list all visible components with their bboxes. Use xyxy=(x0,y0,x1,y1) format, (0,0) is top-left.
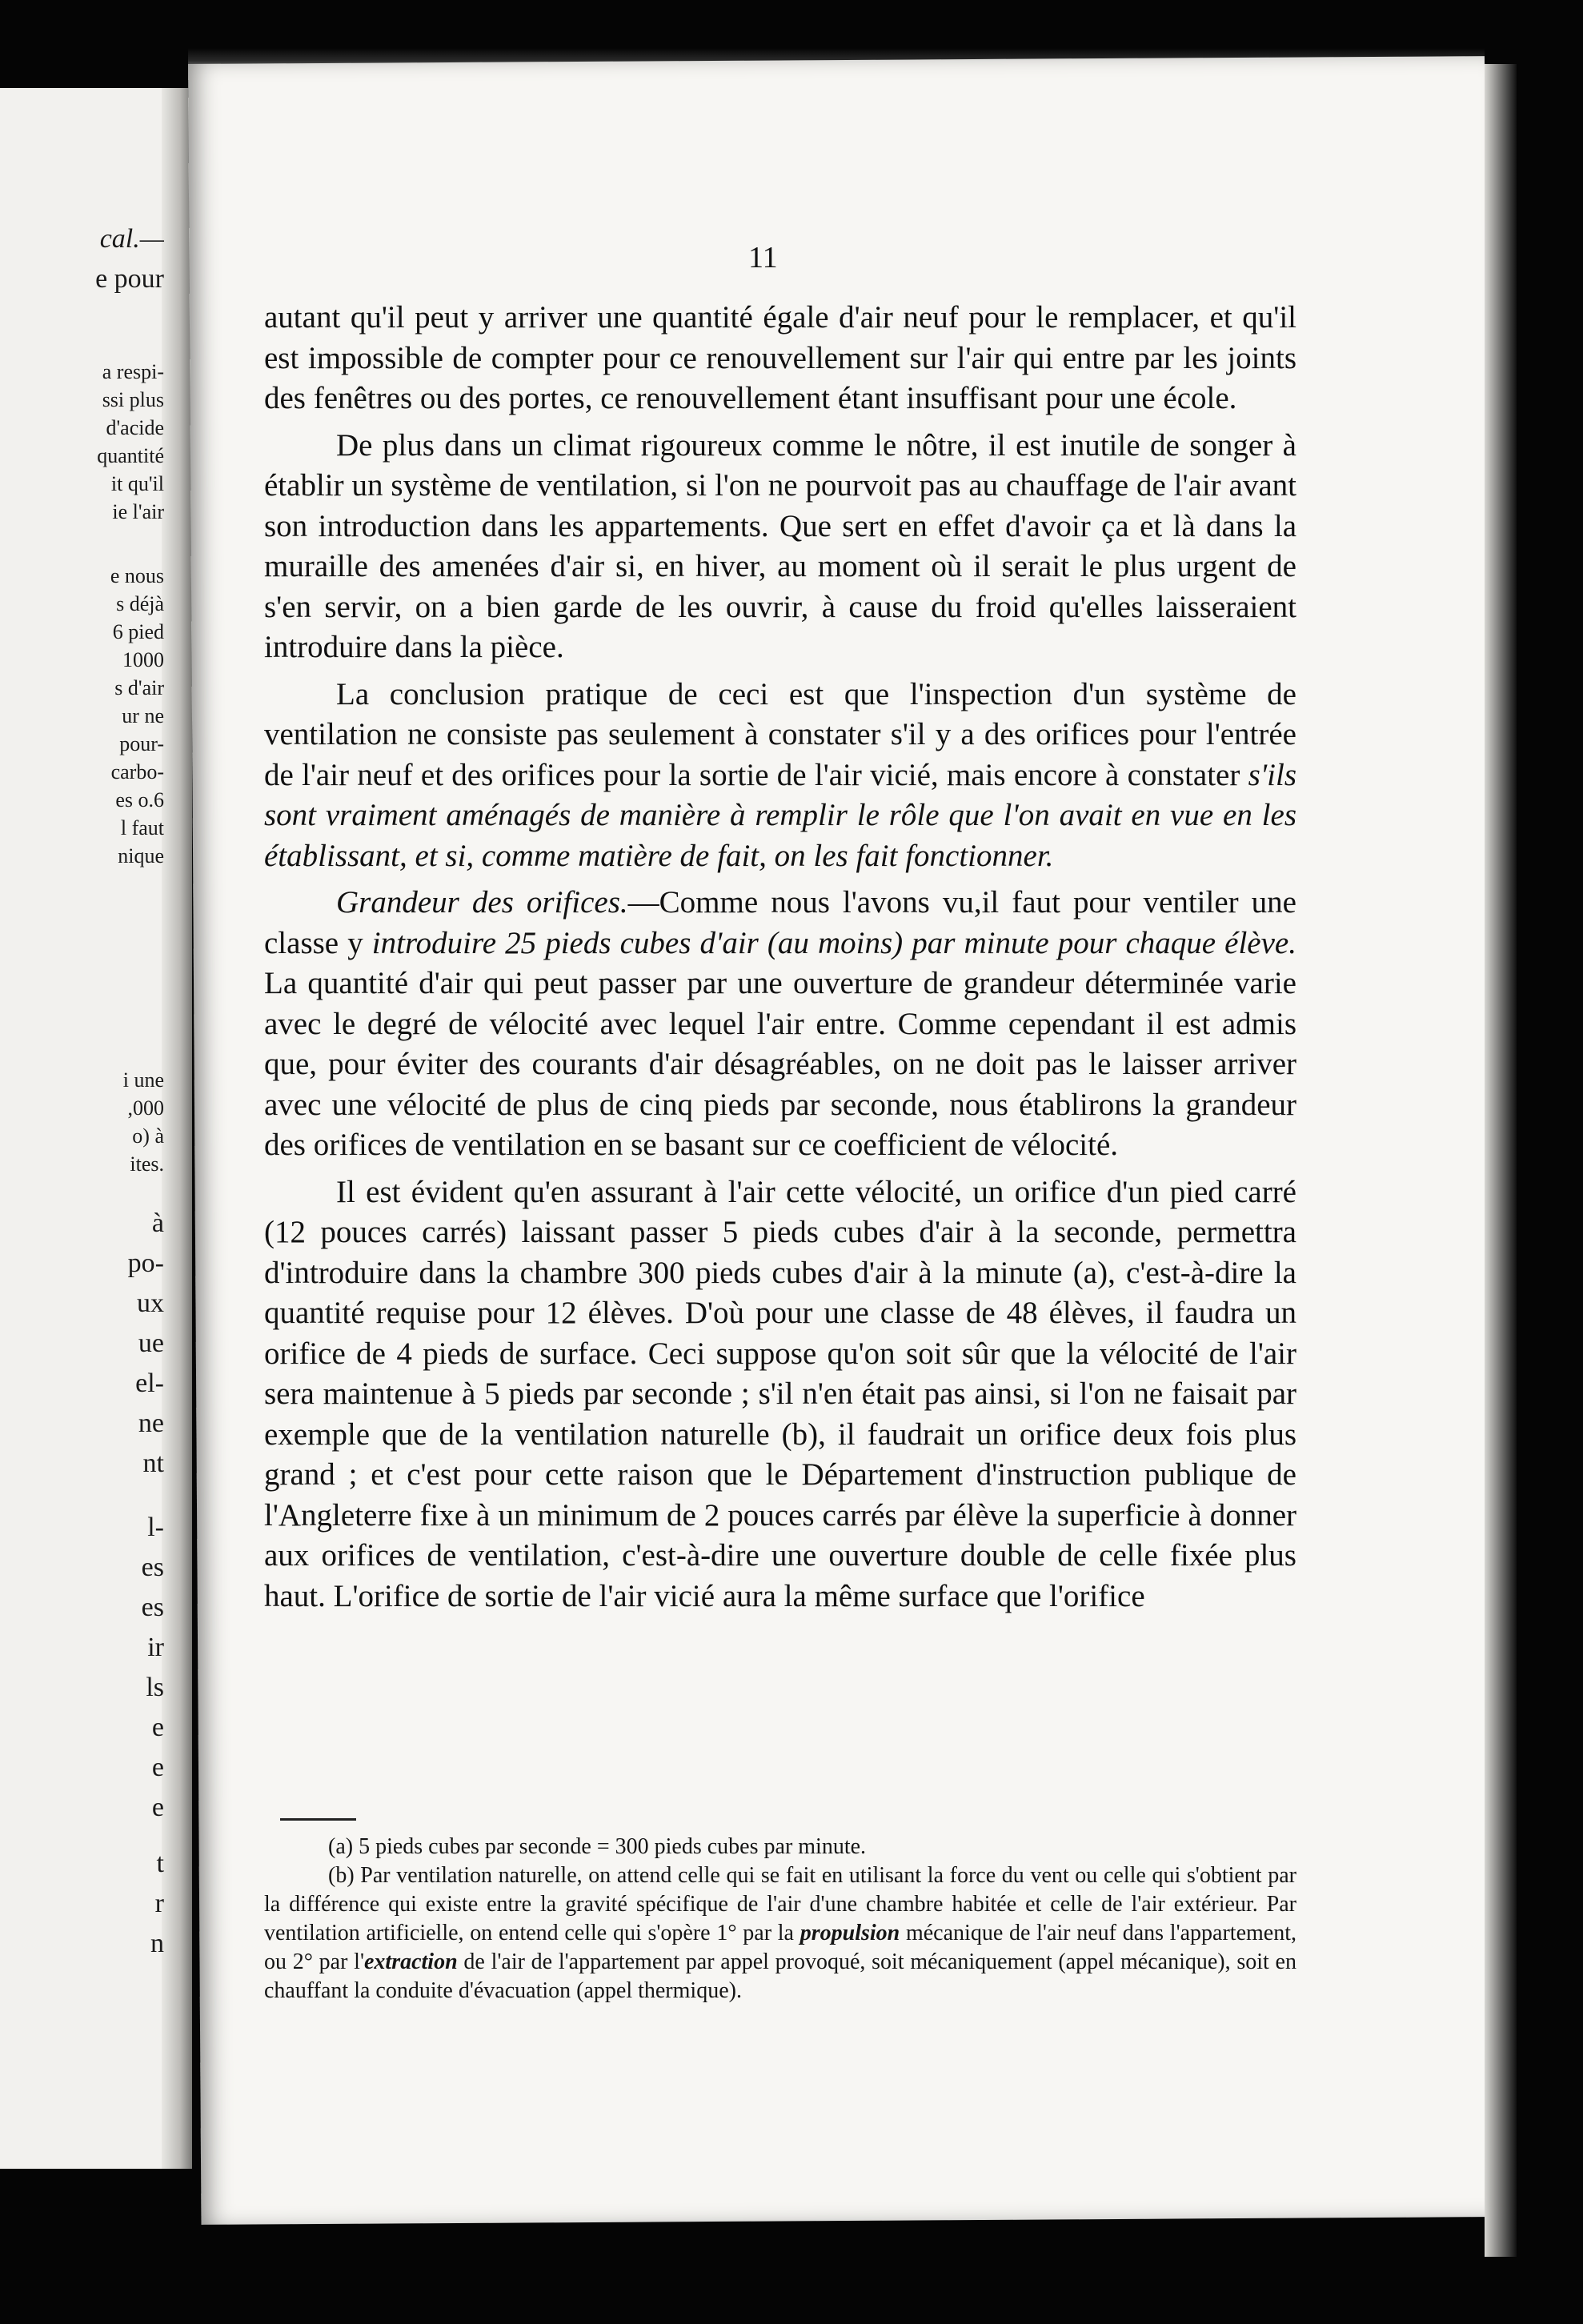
left-page-text-fragment: ur ne xyxy=(122,704,164,727)
paragraph-text: Il est évident qu'en assurant à l'air cette vélocité, un orifice d'un pied carré (12 pouces carrés) laissant passer 5 pieds cubes d'air à la seconde, permettra d'introduire dans la chambre 300 pieds cubes d'air à la minute (a), c'est-à-dire la quantité requise pour 12 élèves. D'où pour une classe de 48 élèves, il faudra un orifice de 4 pieds de surface. Ceci suppose qu'on soit sûr que la vélocité de l'air sera maintenue à 5 pieds par seconde ; s'il n'en était pas ainsi, si l'on ne faisait par exemple que de la ventilation naturelle (b), il faudrait un orifice deux fois plus grand ; et c'est pour cette raison que le Département d'instruction publique de l'Angleterre fixe à un minimum de 2 pouces carrés par élève la superficie à donner aux orifices de ventilation, c'est-à-dire une ouverture double de celle fixée plus haut. L'orifice de sortie de l'air vicié aura la même surface que l'orifice xyxy=(264,1174,1296,1613)
footnote-emphasis: propulsion xyxy=(800,1921,900,1945)
footnote-emphasis: extraction xyxy=(364,1949,458,1974)
left-page-text-fragment: ne xyxy=(138,1408,164,1438)
body-text xyxy=(264,298,1296,1617)
emphasized-text: Grandeur des orifices. xyxy=(336,885,628,920)
paragraph-text: La conclusion pratique de ceci est que l'inspection d'un système de ventilation ne consiste pas seulement à constater s'il y a des orifices pour l'entrée de l'air neuf et des orifices pour la sortie de l'air vicié, mais encore à constater xyxy=(264,676,1296,792)
left-page-text-fragment: r xyxy=(154,1889,164,1918)
left-page-text-fragment: ssi plus xyxy=(102,388,164,411)
left-page-text-fragment: carbo- xyxy=(110,760,164,783)
left-page-text-fragment: à xyxy=(151,1208,164,1238)
paragraph xyxy=(264,1172,1296,1617)
left-page-text-fragment: ux xyxy=(137,1288,164,1318)
left-page-text-fragment: a respi- xyxy=(102,360,164,383)
page-number: 11 xyxy=(748,241,778,274)
book-gutter xyxy=(162,88,192,2169)
footnote-text: de l'air de l'appartement par appel provoqué, soit mécaniquement (appel mécanique), soit en chauffant la conduite d'évacuation (appel thermique). xyxy=(264,1949,1296,2003)
left-page-text-fragment: e xyxy=(151,1713,164,1742)
paragraph-text: —Comme nous l'avons vu,il faut pour ventiler une classe y xyxy=(264,885,1296,960)
left-page-text-fragment: it qu'il xyxy=(110,472,164,495)
left-page-text-fragment: quantité xyxy=(97,444,164,467)
footnote xyxy=(264,1861,1296,2005)
left-page-text-fragment: ue xyxy=(138,1328,164,1358)
left-page-text-fragment: d'acide xyxy=(106,416,164,439)
left-page-text-fragment: po- xyxy=(127,1248,164,1278)
left-page-text-fragment: cal.— xyxy=(99,224,164,254)
previous-page-fragment xyxy=(0,88,192,2169)
left-page-text-fragment: t xyxy=(156,1849,164,1878)
left-page-text-fragment: ites. xyxy=(130,1152,164,1176)
left-page-text-fragment: s d'air xyxy=(114,676,164,699)
left-page-text-fragment: l faut xyxy=(120,816,164,839)
left-page-text-fragment: 6 pied xyxy=(112,620,164,643)
emphasized-text: introduire 25 pieds cubes d'air (au moins) par minute pour chaque élève. xyxy=(371,925,1296,960)
left-page-text-fragment: e xyxy=(151,1753,164,1782)
footnote-text: mécanique de l'air neuf dans l'appartement, ou 2° par l' xyxy=(264,1921,1297,1974)
left-page-text-fragment: l- xyxy=(147,1513,164,1542)
left-page-text-fragment: el- xyxy=(135,1368,164,1398)
left-page-text-fragment: ls xyxy=(146,1673,164,1702)
left-page-text-fragment: n xyxy=(150,1929,164,1958)
paragraph xyxy=(264,883,1296,1166)
left-page-text-fragment: o) à xyxy=(132,1124,164,1148)
footnotes xyxy=(264,1833,1296,2005)
footnote-rule xyxy=(280,1818,356,1821)
paragraph xyxy=(264,426,1296,668)
paragraph-text: autant qu'il peut y arriver une quantité égale d'air neuf pour le remplacer, et qu'il est impossible de compter pour ce renouvellement sur l'air qui entre par les joints des fenêtres ou des portes, ce renouvellement étant insuffisant pour une école. xyxy=(264,300,1296,415)
footnote-text: (b) Par ventilation naturelle, on attend celle qui se fait en utilisant la force du vent ou celle qui s'obtient par la différence qui existe entre la gravité spécifique de l'air d'une chambre habitée et celle de l'air extérieur. Par ventilation artificielle, on entend celle qui s'opère 1° par la xyxy=(264,1863,1296,1945)
left-page-text-fragment: es o.6 xyxy=(115,788,164,811)
left-page-text-fragment: ie l'air xyxy=(112,500,164,523)
left-page-text-fragment: i une xyxy=(122,1068,164,1092)
left-page-text-fragment: nt xyxy=(142,1448,164,1478)
left-page-text-fragment: 1000 xyxy=(122,648,164,671)
left-page-text-fragment: es xyxy=(141,1553,164,1582)
page-right-edge xyxy=(1485,64,1517,2257)
left-page-text-fragment: ir xyxy=(147,1633,164,1662)
left-page-text-fragment: s déjà xyxy=(116,592,164,615)
footnote-text: (a) 5 pieds cubes par seconde = 300 pieds cubes par minute. xyxy=(328,1834,867,1859)
emphasized-text: s'ils sont vraiment aménagés de manière à remplir le rôle que l'on avait en vue en les établissant, et si, comme matière de fait, on les fait fonctionner. xyxy=(264,757,1296,873)
footnote xyxy=(264,1833,1296,1861)
paragraph xyxy=(264,298,1296,419)
left-page-text-fragment: nique xyxy=(118,844,164,867)
paragraph xyxy=(264,675,1296,877)
left-page-text-fragment: e xyxy=(151,1793,164,1822)
left-page-text-fragment: e pour xyxy=(95,264,164,294)
paragraph-text: De plus dans un climat rigoureux comme le nôtre, il est inutile de songer à établir un système de ventilation, si l'on ne pourvoit pas au chauffage de l'air avant son introduction dans les appartements. Que sert en effet d'avoir ça et là dans la muraille des amenées d'air si, en hiver, au moment où il serait le plus urgent de s'en servir, on a bien garde de les ouvrir, à cause du froid qu'elles laisseraient introduire dans la pièce. xyxy=(264,427,1296,664)
left-page-text-fragment: pour- xyxy=(119,732,164,755)
left-page-text-fragment: e nous xyxy=(110,564,164,587)
paragraph-text: La quantité d'air qui peut passer par une ouverture de grandeur déterminée varie avec le degré de vélocité avec lequel l'air entre. Comme cependant il est admis que, pour éviter des courants d'air désagréables, on ne doit pas le laisser arriver avec une vélocité de plus de cinq pieds par seconde, nous établirons la grandeur des orifices de ventilation en se basant sur ce coefficient de vélocité. xyxy=(264,966,1296,1162)
left-page-text-fragment: es xyxy=(141,1593,164,1622)
left-page-text-fragment: ,000 xyxy=(127,1096,164,1120)
